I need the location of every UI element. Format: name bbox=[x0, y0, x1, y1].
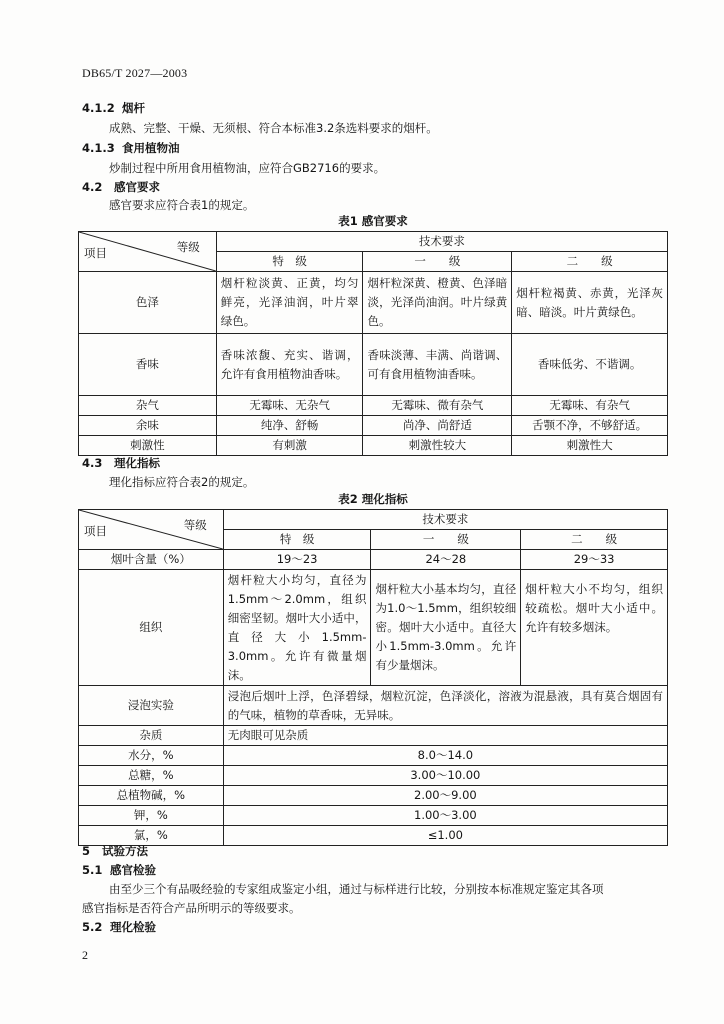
table-cell: 香味低劣、不谐调。 bbox=[512, 334, 668, 396]
table-row bbox=[79, 436, 668, 456]
standard-number: DB65/T 2027—2003 bbox=[82, 66, 188, 80]
section-4-2-heading: 4.2 感官要求 bbox=[82, 180, 160, 194]
table2-grade-header: 一 级 bbox=[371, 530, 521, 550]
section-5-1-text-line1: 由至少三个有品吸经验的专家组成鉴定小组，通过与标样进行比较，分别按本标准规定鉴定其各项 bbox=[109, 882, 604, 896]
table-row bbox=[79, 416, 668, 436]
table-cell: 3.00～10.00 bbox=[223, 766, 667, 786]
table-cell: 纯净、舒畅 bbox=[216, 416, 363, 436]
table-cell: 烟杆粒大小均匀，直径为1.5mm～2.0mm，组织细密坚韧。烟叶大小适中，直径大小1.5mm-3.0mm。允许有微量烟沫。 bbox=[223, 570, 371, 686]
table-cell: 无霉味、无杂气 bbox=[216, 396, 363, 416]
table-cell: 烟杆粒大小不均匀，组织较疏松。烟叶大小适中。允许有较多烟沫。 bbox=[521, 570, 668, 686]
table-cell: 有刺激 bbox=[216, 436, 363, 456]
table-row bbox=[79, 826, 668, 846]
table1-grade-header: 特 级 bbox=[216, 252, 363, 272]
section-5-heading: 5 试验方法 bbox=[82, 844, 148, 858]
table-row bbox=[79, 570, 668, 686]
table-cell: 舌颚不净，不够舒适。 bbox=[512, 416, 668, 436]
table-row bbox=[79, 272, 668, 334]
table1-corner-cell bbox=[79, 232, 217, 272]
table-row bbox=[79, 786, 668, 806]
table-cell: 烟杆粒淡黄、正黄，均匀鲜亮，光泽油润，叶片翠绿色。 bbox=[216, 272, 363, 334]
section-4-1-2-heading: 4.1.2 烟杆 bbox=[82, 101, 145, 115]
table-cell: 1.00～3.00 bbox=[223, 806, 667, 826]
section-4-3-text: 理化指标应符合表2的规定。 bbox=[109, 475, 255, 489]
table1-corner-item: 项目 bbox=[84, 246, 107, 260]
section-4-2-text: 感官要求应符合表1的规定。 bbox=[109, 198, 255, 212]
table-cell: 无霉味、有杂气 bbox=[512, 396, 668, 416]
table1-row-label: 色泽 bbox=[79, 272, 217, 334]
table1-grade-header: 一 级 bbox=[363, 252, 512, 272]
table1-row-label: 余味 bbox=[79, 416, 217, 436]
table-cell: 24～28 bbox=[371, 550, 521, 570]
table-cell: 烟杆粒深黄、橙黄、色泽暗淡，光泽尚油润。叶片绿黄色。 bbox=[363, 272, 512, 334]
table-cell: 无霉味、微有杂气 bbox=[363, 396, 512, 416]
section-5-1-heading: 5.1 感官检验 bbox=[82, 863, 156, 877]
table2-row-label: 组织 bbox=[79, 570, 224, 686]
table-cell: 烟杆粒大小基本均匀，直径为1.0～1.5mm，组织较细密。烟叶大小适中。直径大小1.5mm-3.0mm。允许有少量烟沫。 bbox=[371, 570, 521, 686]
section-4-3-heading: 4.3 理化指标 bbox=[82, 456, 160, 470]
table2-row-label: 总糖，% bbox=[79, 766, 224, 786]
table-row bbox=[79, 396, 668, 416]
table1-row-label: 杂气 bbox=[79, 396, 217, 416]
table-row bbox=[79, 746, 668, 766]
table2-row-label: 钾，% bbox=[79, 806, 224, 826]
section-5-1-text-line2: 感官指标是否符合产品所明示的等级要求。 bbox=[82, 901, 301, 915]
table-cell: 浸泡后烟叶上浮，色泽碧绿，烟粒沉淀，色泽淡化，溶液为混悬液，具有莫合烟固有的气味，植物的草香味，无异味。 bbox=[223, 686, 667, 726]
table-cell: 19～23 bbox=[223, 550, 371, 570]
table-cell: 2.00～9.00 bbox=[223, 786, 667, 806]
table-cell: 烟杆粒褐黄、赤黄，光泽灰暗、暗淡。叶片黄绿色。 bbox=[512, 272, 668, 334]
table-cell: 尚净、尚舒适 bbox=[363, 416, 512, 436]
table2-row-label: 烟叶含量（%） bbox=[79, 550, 224, 570]
table2-tech-req-header: 技术要求 bbox=[223, 510, 667, 530]
table2-row-label: 浸泡实验 bbox=[79, 686, 224, 726]
page-number: 2 bbox=[82, 948, 88, 962]
table2-row-label: 水分，% bbox=[79, 746, 224, 766]
table-row bbox=[79, 550, 668, 570]
table-cell: 刺激性较大 bbox=[363, 436, 512, 456]
table2-grade-header: 二 级 bbox=[521, 530, 668, 550]
table-row bbox=[79, 686, 668, 726]
table2-physchem bbox=[78, 509, 668, 846]
table1-grade-header: 二 级 bbox=[512, 252, 668, 272]
table2-corner-cell bbox=[79, 510, 224, 550]
table2-row-label: 氯，% bbox=[79, 826, 224, 846]
table1-row-label: 刺激性 bbox=[79, 436, 217, 456]
table1-row-label: 香味 bbox=[79, 334, 217, 396]
table-row bbox=[79, 334, 668, 396]
table2-row-label: 杂质 bbox=[79, 726, 224, 746]
table-cell: ≤1.00 bbox=[223, 826, 667, 846]
section-4-1-3-text: 炒制过程中所用食用植物油，应符合GB2716的要求。 bbox=[109, 161, 386, 175]
table1-caption: 表1 感官要求 bbox=[338, 214, 408, 228]
table1-corner-grade: 等级 bbox=[176, 240, 200, 254]
table-cell: 刺激性大 bbox=[512, 436, 668, 456]
table2-grade-header: 特 级 bbox=[223, 530, 371, 550]
table-cell: 无肉眼可见杂质 bbox=[223, 726, 667, 746]
table-row bbox=[79, 766, 668, 786]
table2-caption: 表2 理化指标 bbox=[338, 492, 408, 506]
table-cell: 香味浓馥、充实、谐调，允许有食用植物油香味。 bbox=[216, 334, 363, 396]
table2-row-label: 总植物碱，% bbox=[79, 786, 224, 806]
table2-corner-grade: 等级 bbox=[183, 518, 207, 532]
table-cell: 29～33 bbox=[521, 550, 668, 570]
table1-sensory bbox=[78, 231, 668, 456]
table1-tech-req-header: 技术要求 bbox=[216, 232, 667, 252]
table-cell: 8.0～14.0 bbox=[223, 746, 667, 766]
table-row bbox=[79, 806, 668, 826]
table2-corner-item: 项目 bbox=[84, 524, 107, 538]
section-4-1-3-heading: 4.1.3 食用植物油 bbox=[82, 141, 180, 155]
section-4-1-2-text: 成熟、完整、干燥、无须根、符合本标准3.2条选料要求的烟杆。 bbox=[109, 121, 438, 135]
table-row bbox=[79, 726, 668, 746]
section-5-2-heading: 5.2 理化检验 bbox=[82, 920, 156, 934]
table-cell: 香味淡薄、丰满、尚谐调、可有食用植物油香味。 bbox=[363, 334, 512, 396]
